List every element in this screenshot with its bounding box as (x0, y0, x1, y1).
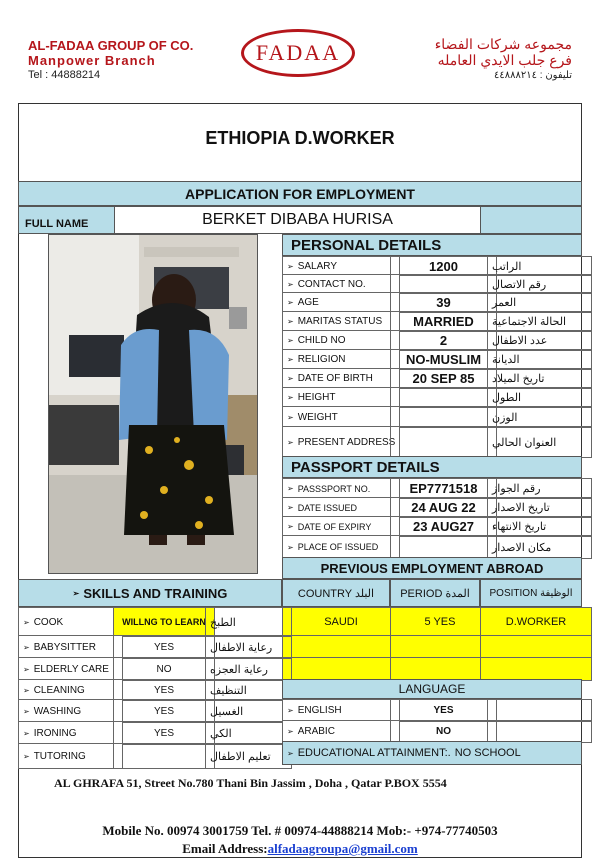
position-value (480, 657, 592, 681)
arrow-icon: ➢ (287, 279, 294, 289)
skill-row (18, 743, 282, 767)
arrow-icon: ➢ (287, 317, 294, 326)
arrow-icon: ➢ (287, 437, 294, 447)
skill-value: YES (113, 635, 215, 659)
field-label-text: PASSSPORT NO. (297, 483, 371, 494)
skill-value: NO (113, 657, 215, 681)
field-label-text: PLACE OF ISSUED (297, 542, 379, 552)
field-label-text: ELDERLY CARE (33, 663, 109, 675)
full-name-label: FULL NAME (18, 206, 115, 234)
field-label (282, 368, 400, 389)
field-value (390, 535, 497, 559)
arrow-icon: ➢ (287, 503, 294, 512)
field-label-text: MARITAS STATUS (297, 316, 383, 327)
arrow-icon: ➢ (287, 484, 294, 493)
language-filler (487, 699, 592, 722)
field-label (18, 743, 123, 769)
field-label-text: WASHING (33, 705, 82, 717)
field-label-ar: تاريخ الانتهاء (487, 516, 592, 537)
field-value (390, 426, 497, 458)
personal-row (282, 349, 582, 368)
personal-row (282, 368, 582, 387)
application-heading: APPLICATION FOR EMPLOYMENT (18, 181, 582, 206)
field-value: MARRIED (390, 311, 497, 332)
personal-row (282, 292, 582, 311)
field-label-ar: الراتب (487, 256, 592, 276)
field-label (282, 720, 400, 743)
field-label-ar: رقم الجواز (487, 478, 592, 499)
field-label (282, 497, 400, 518)
personal-row (282, 330, 582, 349)
arrow-icon: ➢ (72, 588, 80, 598)
arrow-icon: ➢ (23, 617, 30, 627)
field-label-text: BABYSITTER (33, 641, 96, 653)
company-tel-ar: تليفون : ٤٤٨٨٨٢١٤ (494, 70, 572, 81)
language-row (282, 720, 582, 741)
skill-value: WILLNG TO LEARN (113, 607, 215, 637)
personal-row (282, 426, 582, 456)
field-label (282, 292, 400, 313)
skill-label-ar: رعاية العجزه (205, 657, 292, 681)
passport-row (282, 478, 582, 497)
field-label (282, 535, 400, 559)
field-label-text: DATE ISSUED (297, 502, 358, 513)
footer-phones: Mobile No. 00974 3001759 Tel. # 00974-44888214 Mob:- +974-77740503 (102, 823, 498, 838)
skill-row (18, 657, 282, 679)
branch-name-ar: فرع جلب الايدي العامله (437, 52, 572, 68)
field-label-text: SALARY (297, 260, 337, 272)
personal-row (282, 311, 582, 330)
period-value: 5 YES (390, 607, 490, 637)
country-value: SAUDI (282, 607, 400, 637)
col-country-header: COUNTRY البلد (282, 579, 390, 607)
personal-row (282, 406, 582, 426)
field-label (282, 256, 400, 276)
personal-row (282, 387, 582, 406)
passport-details-heading: PASSPORT DETAILS (282, 456, 582, 478)
email-link[interactable]: alfadaagroupa@gmail.com (267, 841, 418, 856)
arrow-icon: ➢ (287, 298, 294, 307)
personal-row (282, 274, 582, 292)
field-label-ar: تاريخ الميلاد (487, 368, 592, 389)
field-label-text: CONTACT NO. (297, 278, 366, 290)
skill-label-ar: الكي (205, 721, 292, 745)
field-label (282, 699, 400, 722)
fadaa-logo (241, 29, 355, 77)
arrow-icon: ➢ (287, 355, 294, 364)
field-label (282, 387, 400, 408)
personal-row (282, 256, 582, 274)
branch-name-en: Manpower Branch (28, 53, 156, 68)
skill-value: YES (113, 679, 215, 701)
email-label: Email Address: (182, 841, 268, 856)
field-value: 23 AUG27 (390, 516, 497, 537)
company-name-en: AL-FADAA GROUP OF CO. (28, 38, 194, 53)
field-label-ar: عدد الاطفال (487, 330, 592, 351)
field-label (18, 607, 123, 637)
field-value: NO-MUSLIM (390, 349, 497, 370)
field-label (282, 426, 400, 458)
company-tel-en: Tel : 44888214 (28, 69, 101, 81)
document-title: ETHIOPIA D.WORKER (205, 128, 395, 148)
skills-heading (18, 579, 282, 607)
col-period-header: PERIOD المدة (390, 579, 480, 607)
field-label-ar: العنوان الحالي (487, 426, 592, 458)
arrow-icon: ➢ (287, 542, 294, 552)
field-label (282, 406, 400, 428)
field-label (18, 699, 123, 723)
field-label-text: AGE (297, 297, 319, 308)
skill-value: YES (113, 699, 215, 723)
previous-row (282, 607, 582, 635)
field-value: 24 AUG 22 (390, 497, 497, 518)
arrow-icon: ➢ (23, 751, 30, 761)
personal-details-heading: PERSONAL DETAILS (282, 234, 582, 256)
education-row (282, 741, 582, 765)
field-label (18, 721, 123, 745)
arrow-icon: ➢ (23, 706, 30, 716)
skill-label-ar: رعاية الاطفال (205, 635, 292, 659)
skills-heading-text: SKILLS AND TRAINING (83, 585, 228, 601)
arrow-icon: ➢ (287, 412, 294, 422)
field-value (390, 406, 497, 428)
position-value (480, 635, 592, 659)
arrow-icon: ➢ (287, 522, 294, 531)
field-label-text: RELIGION (297, 354, 346, 365)
period-value (390, 657, 490, 681)
previous-row (282, 657, 582, 679)
language-filler (487, 720, 592, 743)
passport-row (282, 497, 582, 516)
language-value: NO (390, 720, 497, 743)
applicant-photo (48, 234, 258, 574)
logo-text: FADAA (255, 40, 341, 65)
field-label-text: PRESENT ADDRESS (297, 436, 396, 448)
arrow-icon: ➢ (23, 642, 30, 652)
skill-row (18, 679, 282, 699)
language-value: YES (390, 699, 497, 722)
education-value: NO SCHOOL (454, 747, 521, 759)
skill-row (18, 721, 282, 743)
arrow-icon: ➢ (23, 664, 30, 674)
field-value (390, 274, 497, 294)
arrow-icon: ➢ (23, 685, 30, 695)
field-label-text: TUTORING (33, 750, 86, 762)
language-row (282, 699, 582, 720)
field-label (18, 657, 123, 681)
skill-label-ar: الطبخ (205, 607, 292, 637)
arrow-icon: ➢ (287, 261, 294, 271)
country-value (282, 657, 400, 681)
field-label (282, 330, 400, 351)
arrow-icon: ➢ (287, 706, 294, 715)
skill-value: YES (113, 721, 215, 745)
arrow-icon: ➢ (23, 728, 30, 738)
footer-email-line (18, 841, 582, 857)
field-label (282, 516, 400, 537)
field-value (390, 387, 497, 408)
skill-label-ar: التنظيف (205, 679, 292, 701)
field-value: 2 (390, 330, 497, 351)
company-header-en (28, 38, 193, 83)
period-value (390, 635, 490, 659)
country-value (282, 635, 400, 659)
field-value: 1200 (390, 256, 497, 276)
field-value: 20 SEP 85 (390, 368, 497, 389)
col-position-header: POSITION الوظيفة (480, 579, 582, 607)
footer-address: AL GHRAFA 51, Street No.780 Thani Bin Jassim , Doha , Qatar P.BOX 5554 (54, 776, 447, 790)
full-name-value: BERKET DIBABA HURISA (115, 206, 480, 234)
field-label (282, 478, 400, 499)
full-name-filler (480, 206, 582, 234)
field-value: EP7771518 (390, 478, 497, 499)
field-label-ar: رقم الاتصال (487, 274, 592, 294)
field-label-ar: الوزن (487, 406, 592, 428)
field-label (18, 635, 123, 659)
position-value: D.WORKER (480, 607, 592, 637)
field-label-ar: الحالة الاجتماعية (487, 311, 592, 332)
field-label-text: WEIGHT (297, 411, 338, 423)
company-name-ar: مجموعه شركات الفضاء (434, 36, 572, 52)
skill-row (18, 607, 282, 635)
previous-row (282, 635, 582, 657)
field-label-text: HEIGHT (297, 392, 336, 403)
field-value: 39 (390, 292, 497, 313)
field-label-text: DATE OF BIRTH (297, 373, 373, 384)
arrow-icon: ➢ (287, 336, 294, 345)
field-label-text: DATE OF EXPIRY (297, 521, 372, 532)
arrow-icon: ➢ (287, 393, 294, 402)
skill-value (113, 743, 215, 769)
skill-row (18, 699, 282, 721)
field-label (282, 349, 400, 370)
field-label-ar: الديانة (487, 349, 592, 370)
arrow-icon: ➢ (287, 374, 294, 383)
field-label-text: ENGLISH (297, 705, 342, 716)
field-label-text: CHILD NO (297, 335, 346, 346)
company-header-ar (435, 36, 572, 84)
arrow-icon: ➢ (287, 748, 294, 758)
field-label-ar: العمر (487, 292, 592, 313)
field-label (282, 274, 400, 294)
field-label-ar: مكان الاصدار (487, 535, 592, 559)
field-label-text: CLEANING (33, 684, 85, 696)
education-label: EDUCATIONAL ATTAINMENT:. (297, 747, 451, 759)
photo-illustration (49, 235, 258, 574)
skill-label-ar: الغسيل (205, 699, 292, 723)
passport-row (282, 535, 582, 557)
field-label-ar: الطول (487, 387, 592, 408)
field-label (18, 679, 123, 701)
field-label-text: ARABIC (297, 726, 335, 737)
field-label-text: COOK (33, 616, 64, 628)
skill-row (18, 635, 282, 657)
skill-label-ar: تعليم الاطفال (205, 743, 292, 769)
field-label (282, 311, 400, 332)
arrow-icon: ➢ (287, 727, 294, 736)
previous-employment-heading: PREVIOUS EMPLOYMENT ABROAD (282, 557, 582, 579)
field-label-text: IRONING (33, 727, 77, 739)
language-heading: LANGUAGE (282, 679, 582, 699)
passport-row (282, 516, 582, 535)
field-label-ar: تاريخ الاصدار (487, 497, 592, 518)
